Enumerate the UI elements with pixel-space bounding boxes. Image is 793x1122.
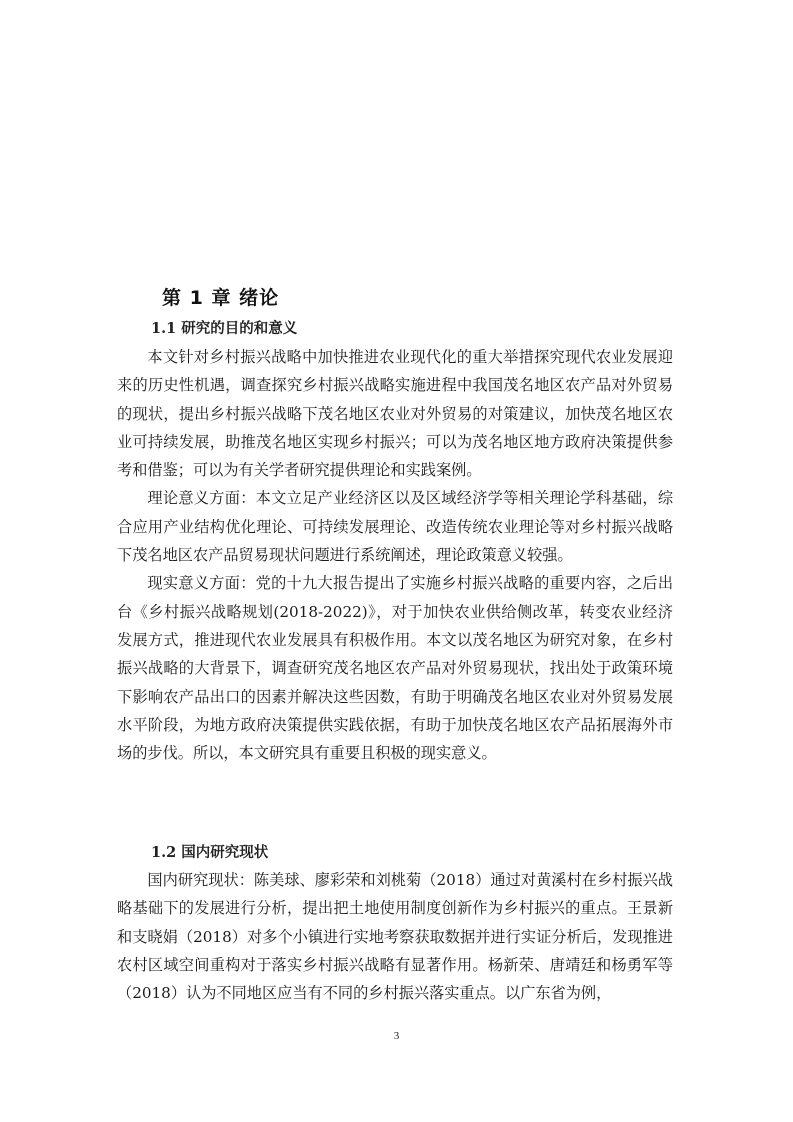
paragraph-purpose: 本文针对乡村振兴战略中加快推进农业现代化的重大举措探究现代农业发展迎来的历史性机遇，调查探究乡村振兴战略实施进程中我国茂名地区农产品对外贸易的现状，提出乡村振兴战略下茂名地区农业对外贸易的对策建议，加快茂名地区农业可持续发展，助推茂名地区实现乡村振兴；可以为茂名地区地方政府决策提供参考和借鉴；可以为有关学者研究提供理论和实践案例。 <box>117 348 673 480</box>
page-number: 3 <box>393 1030 400 1042</box>
chapter-title: 第 1 章 绪论 <box>162 287 280 309</box>
section-heading-1-1: 1.1 研究的目的和意义 <box>151 320 298 337</box>
section-1-2-body <box>117 866 673 1007</box>
paragraph-domestic-research: 国内研究现状：陈美球、廖彩荣和刘桃菊（2018）通过对黄溪村在乡村振兴战略基础下的发展进行分析，提出把土地使用制度创新作为乡村振兴的重点。王景新和支晓娟（2018）对多个小镇进行实地考察获取数据并进行实证分析后，发现推进农村区域空间重构对于落实乡村振兴战略有显著作用。杨新荣、唐靖廷和杨勇军等（2018）认为不同地区应当有不同的乡村振兴落实重点。以广东省为例， <box>117 871 673 1003</box>
paragraph-practical-significance: 现实意义方面：党的十九大报告提出了实施乡村振兴战略的重要内容，之后出台《乡村振兴战略规划(2018-2022)》，对于加快农业供给侧改革，转变农业经济发展方式，推进现代农业发展具有积极作用。本文以茂名地区为研究对象，在乡村振兴战略的大背景下，调查研究茂名地区农产品对外贸易现状，找出处于政策环境下影响农产品出口的因素并解决这些因数，有助于明确茂名地区农业对外贸易发展水平阶段，为地方政府决策提供实践依据，有助于加快茂名地区农产品拓展海外市场的步伐。所以，本文研究具有重要且积极的现实意义。 <box>117 574 673 763</box>
section-1-1-body <box>117 343 673 767</box>
section-heading-1-2: 1.2 国内研究现状 <box>151 844 269 861</box>
paragraph-theoretical-significance: 理论意义方面：本文立足产业经济区以及区域经济学等相关理论学科基础，综合应用产业结构优化理论、可持续发展理论、改造传统农业理论等对乡村振兴战略下茂名地区农产品贸易现状问题进行系统阐述，理论政策意义较强。 <box>117 489 673 565</box>
